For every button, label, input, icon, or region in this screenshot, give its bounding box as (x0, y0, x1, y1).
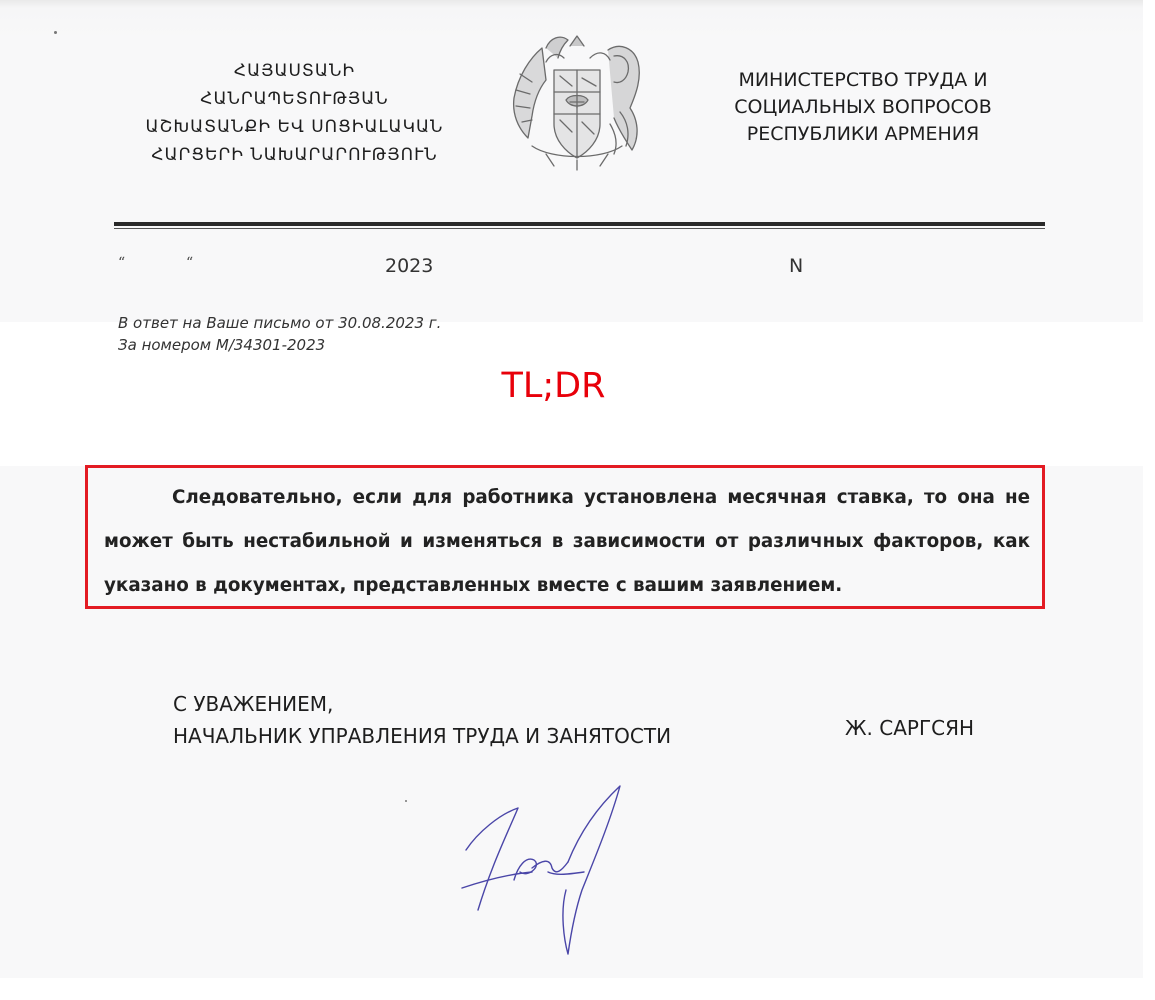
document-number-label: N (789, 255, 804, 277)
date-open-quote: “ (118, 255, 126, 271)
coat-of-arms-icon (502, 28, 652, 172)
signature-icon (452, 780, 632, 960)
ministry-name-armenian-line: ԱՇԽԱՏԱՆՔԻ ԵՎ ՍՈՑԻԱԼԱԿԱՆ (145, 117, 444, 137)
ministry-name-russian-line: МИНИСТЕРСТВО ТРУДА И (738, 69, 988, 91)
reference-block (118, 312, 441, 356)
ministry-name-armenian-line: ՀԱՐՑԵՐԻ ՆԱԽԱՐԱՐՈՒԹՅՈՒՆ (151, 145, 438, 165)
tldr-label: TL;DR (501, 366, 606, 406)
ministry-name-russian (716, 67, 1010, 148)
reference-line: В ответ на Ваше письмо от 30.08.2023 г. (118, 314, 442, 332)
header-divider (114, 222, 1045, 226)
signer-name: Ж. САРГСЯН (845, 716, 975, 740)
header-divider-thin (114, 228, 1045, 229)
reference-line: За номером М/34301-2023 (118, 336, 326, 354)
ministry-name-armenian-line: ՀԱՅԱՍՏԱՆԻ (233, 61, 356, 81)
scan-speck (54, 31, 57, 34)
summary-paragraph: Следовательно, если для работника установлена месячная ставка, то она не может быть нестабильной и изменяться в зависимости от различных факторов, как указано в документах, представленных вместе с вашим заявлением. (104, 487, 1030, 596)
signer-position: НАЧАЛЬНИК УПРАВЛЕНИЯ ТРУДА И ЗАНЯТОСТИ (173, 724, 672, 748)
closing-regards: С УВАЖЕНИЕМ, (173, 692, 334, 716)
scan-speck (405, 800, 407, 802)
date-year: 2023 (385, 255, 434, 277)
closing-block (173, 688, 671, 752)
ministry-name-armenian (112, 57, 477, 169)
date-close-quote: “ (186, 255, 194, 271)
ministry-name-armenian-line: ՀԱՆՐԱՊԵՏՈՒԹՅԱՆ (200, 89, 389, 109)
ministry-name-russian-line: СОЦИАЛЬНЫХ ВОПРОСОВ (734, 96, 992, 118)
ministry-name-russian-line: РЕСПУБЛИКИ АРМЕНИЯ (746, 123, 980, 145)
paper-edge (1143, 0, 1155, 322)
